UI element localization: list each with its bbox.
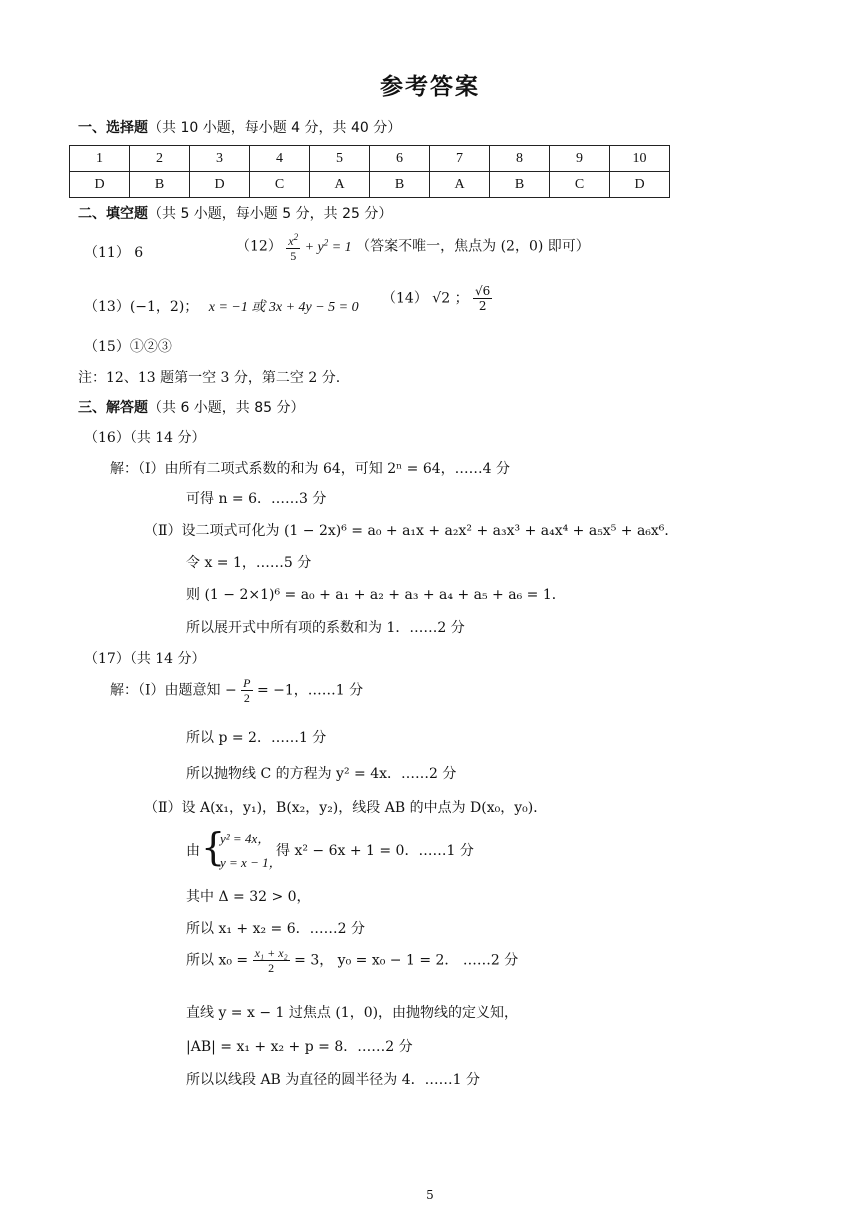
q17-line-2: 所以 p = 2．……1 分: [186, 730, 327, 746]
q17-line-10: |AB| = x₁ + x₂ + p = 8．……2 分: [186, 1039, 413, 1055]
q14-label: （14）: [382, 290, 428, 307]
fraction-denominator: 2: [243, 691, 250, 705]
q14-answer-a: √2: [432, 290, 451, 307]
table-cell: B: [490, 172, 550, 198]
table-cell: A: [430, 172, 490, 198]
q16-line-5: 则 (1 − 2×1)⁶ = a₀ + a₁ + a₂ + a₃ + a₄ + a₅ + a₆ = 1．: [186, 587, 566, 603]
q13-label: （13）: [84, 299, 130, 315]
q17-line-5-post: 得 x² − 6x + 1 = 0．……1 分: [276, 843, 474, 859]
q13-lines: x = −1 或 3x + 4y − 5 = 0: [208, 300, 359, 315]
q17-line-9: 直线 y = x − 1 过焦点 (1，0)，由抛物线的定义知，: [186, 1005, 519, 1021]
q12-expression: + $y^2 = 1$: [304, 236, 352, 255]
q12-fraction: $\frac{x^2}{5}$: [288, 232, 299, 263]
table-cell: 1: [70, 146, 130, 172]
system-brace: {: [201, 825, 226, 869]
fraction-denominator: 2: [268, 961, 275, 975]
q17-line-8: [186, 946, 518, 975]
table-cell: D: [610, 172, 670, 198]
table-cell: D: [190, 172, 250, 198]
q17-line-1-post: = −1，……1 分: [256, 682, 364, 699]
section2-heading: [78, 203, 392, 223]
q16-line-4: 令 x = 1，……5 分: [186, 555, 312, 571]
table-cell: B: [130, 172, 190, 198]
section2-subheading: （共 5 小题，每小题 5 分，共 25 分）: [148, 206, 393, 222]
section3-heading: [78, 397, 305, 417]
q13-point: (−1，2)；: [129, 299, 199, 315]
q17-line-8-fraction: [253, 946, 290, 975]
q17-line-8-pre: 所以 x₀ =: [186, 952, 249, 969]
q14-fraction: $\frac{√6}{2}$: [475, 284, 491, 313]
table-cell: D: [70, 172, 130, 198]
table-cell: B: [370, 172, 430, 198]
q15-answer: ①②③: [129, 339, 172, 355]
table-cell: 10: [610, 146, 670, 172]
section1-heading: [78, 117, 401, 137]
table-row-numbers: [70, 146, 670, 172]
table-cell: 8: [490, 146, 550, 172]
q17-line-4: （Ⅱ）设 A(x₁，y₁)，B(x₂，y₂)，线段 AB 的中点为 D(x₀，y₀)．: [144, 800, 548, 816]
q17-line-3: 所以抛物线 C 的方程为 y² = 4x．……2 分: [186, 766, 457, 782]
table-row-answers: [70, 172, 670, 198]
q17-line-8-post: = 3， y₀ = x₀ − 1 = 2． ……2 分: [294, 952, 519, 969]
q14-line: [382, 284, 492, 313]
q16-line-2: 可得 n = 6．……3 分: [186, 491, 327, 507]
section2-heading-text: 二、填空题: [78, 206, 148, 222]
q17-header: （17）（共 14 分）: [84, 651, 206, 667]
q14-separator: ；: [454, 290, 469, 307]
q17-line-1-pre: 解：（Ⅰ）由题意知 −: [110, 682, 237, 699]
table-cell: 9: [550, 146, 610, 172]
q16-line-1: 解：（Ⅰ）由所有二项式系数的和为 64，可知 2ⁿ = 64，……4 分: [110, 461, 511, 477]
system-equation-2: y = x − 1，: [220, 855, 282, 870]
choice-answer-table: [69, 145, 670, 198]
q17-line-7: 所以 x₁ + x₂ = 6．……2 分: [186, 921, 365, 937]
q16-line-3: （Ⅱ）设二项式可化为 (1 − 2x)⁶ = a₀ + a₁x + a₂x² + a₃x³ + a₄x⁴ + a₅x⁵ + a₆x⁶．: [144, 523, 679, 539]
section3-heading-text: 三、解答题: [78, 400, 148, 416]
table-cell: C: [550, 172, 610, 198]
table-cell: 7: [430, 146, 490, 172]
q12-note: （答案不唯一，焦点为 (2，0) 即可）: [356, 238, 590, 255]
q15-label: （15）: [84, 339, 130, 355]
fraction-numerator: P: [243, 676, 251, 690]
q17-line-1-fraction: [241, 676, 252, 705]
table-cell: 4: [250, 146, 310, 172]
section3-subheading: （共 6 小题，共 85 分）: [148, 400, 305, 416]
q11-line: [84, 242, 143, 262]
q13-line: [84, 296, 359, 316]
q11-answer: 6: [134, 245, 144, 261]
page-number: 5: [426, 1188, 434, 1202]
page-title: 参考答案: [380, 74, 480, 100]
section1-subheading: （共 10 小题，每小题 4 分，共 40 分）: [148, 120, 402, 136]
q16-header: （16）（共 14 分）: [84, 430, 206, 446]
system-equation-1: y² = 4x，: [220, 831, 271, 846]
table-cell: 5: [310, 146, 370, 172]
q17-line-6: 其中 Δ = 32 > 0，: [186, 889, 311, 905]
q17-line-11: 所以以线段 AB 为直径的圆半径为 4．……1 分: [186, 1072, 481, 1088]
table-cell: 6: [370, 146, 430, 172]
table-cell: A: [310, 172, 370, 198]
section1-heading-text: 一、选择题: [78, 120, 148, 136]
fraction-numerator: x₁ + x₂: [254, 946, 288, 960]
q17-line-1: [110, 676, 363, 705]
q12-label: （12）: [236, 238, 282, 255]
table-cell: 2: [130, 146, 190, 172]
table-cell: 3: [190, 146, 250, 172]
table-cell: C: [250, 172, 310, 198]
q17-line-5-pre: 由: [186, 843, 200, 859]
q16-line-6: 所以展开式中所有项的系数和为 1．……2 分: [186, 620, 465, 636]
q12-line: [236, 230, 590, 263]
q11-label: （11）: [84, 245, 130, 261]
q15-line: [84, 336, 172, 356]
section2-note: 注：12、13 题第一空 3 分，第二空 2 分.: [78, 370, 341, 386]
